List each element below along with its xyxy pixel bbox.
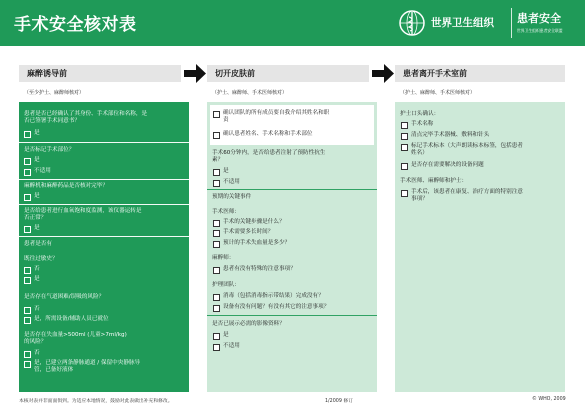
role-surgeon: 手术医师： [212,209,240,215]
question-blood-loss-line1: 是否存在失血量>500ml (儿童>7ml/kg) [24,332,127,338]
role-nursing-team: 护理团队： [212,282,240,288]
role-anesthetist: 麻醉师： [212,255,235,261]
option-label: 是 [34,130,40,136]
footer-revision: 1/2009 修订 [325,399,353,404]
arrow-right-icon [184,63,206,84]
checklist-column-time-out [207,102,377,392]
divider [207,189,377,190]
checkbox-oximeter-yes[interactable] [24,226,31,233]
header-bar [0,0,585,46]
item-team-intro-line1: 确认团队的所有成员要自我介绍其姓名和职 [223,110,330,116]
checkbox-anesthesia-yes[interactable] [24,194,31,201]
option-label: 是 [34,193,40,199]
question-blood-loss-line2: 的风险？ [24,339,47,345]
question-airway: 是否存在气道困难/误吸的风险？ [24,294,105,300]
arrow-right-icon [372,63,394,84]
checkbox-imaging-yes[interactable] [213,333,220,340]
phase-header-2 [207,65,369,82]
program-title: 患者安全 [517,12,561,25]
checkbox-team-intro[interactable] [213,111,220,118]
item-sterility: 消毒（包括消毒指示带结果）完成没有？ [223,293,324,299]
option-blood-loss-yes-line2: 管，已备好液体 [34,367,74,373]
item-recovery-line2: 事项？ [411,196,428,202]
question-site-marked: 是否标记手术部位？ [24,147,75,153]
phase-subtitle-3: （护士、麻醉师、手术医师核对） [400,90,476,96]
option-label: 否 [34,306,40,312]
checkbox-specimen[interactable] [401,144,408,151]
option-blood-loss-yes-line1: 是，已建立两条静脉通道 / 保留中央静脉导 [34,360,141,366]
item-recovery-line1: 手术后，该患者在康复、治疗方面的特别注意 [411,189,523,195]
option-label: 是 [34,157,40,163]
checkbox-site-na[interactable] [24,169,31,176]
divider [19,142,189,143]
phase-header-1 [19,65,181,82]
option-airway-yes-label: 是，所需设备/辅助人员已就位 [34,316,109,322]
who-logo [398,9,508,37]
item-patient-concerns: 患者有没有特殊的注意事项？ [223,266,296,272]
section-nurse-confirms: 护士口头确认： [400,111,440,117]
section-team-review: 手术医师、麻醉师和护士： [400,178,468,184]
checkbox-equipment-problems[interactable] [401,163,408,170]
item-team-intro-line2: 责 [223,117,229,123]
question-oximeter-line2: 否正常？ [24,215,47,221]
patient-safety-logo [517,10,563,34]
checkbox-imaging-na[interactable] [213,344,220,351]
item-confirm-patient: 确认患者姓名、手术名称和手术部位 [223,131,313,137]
checkbox-site-yes[interactable] [24,158,31,165]
phase-subtitle-2: （护士、麻醉师、手术医师核对） [212,90,288,96]
checklist-column-sign-in [19,102,189,392]
item-specimen-line2: 姓名） [411,150,428,156]
option-label: 不适用 [223,179,240,185]
checkbox-airway-yes[interactable] [24,317,31,324]
phase-subtitle-1: （至少护士、麻醉师核对） [24,90,85,96]
page-title: 手术安全核对表 [14,15,137,35]
checkbox-identity-yes[interactable] [24,131,31,138]
checkbox-critical-steps[interactable] [213,220,220,227]
item-specimen-line1: 标记手术标本（大声朗读标本标签，包括患者 [411,143,523,149]
item-equipment-problems: 是否存在需要解决的设备问题 [411,162,484,168]
option-label: 否 [34,266,40,272]
who-emblem-icon [398,9,426,37]
item-procedure-name: 手术名称 [411,121,434,127]
divider [207,315,377,316]
section-critical-events: 预期的关键事件 [212,194,252,200]
item-counts: 清点完毕手术器械、敷料和针头 [411,132,490,138]
phase-title-3: 患者离开手术室前 [403,69,467,78]
phase-title-1: 麻醉诱导前 [27,69,67,78]
question-antibiotic-line2: 素？ [212,157,224,163]
question-anesthesia-check: 麻醉机和麻醉药品是否核对完毕？ [24,183,108,189]
checkbox-airway-no[interactable] [24,307,31,314]
who-org-name: 世界卫生组织 [431,17,494,29]
option-label: 是 [223,332,229,338]
question-allergy: 既往过敏史？ [24,256,58,262]
option-label: 是 [34,276,40,282]
option-label: 是 [223,168,229,174]
option-label: 不适用 [34,168,51,174]
question-imaging: 是否已展示必需的影像资料？ [212,321,285,327]
phase-header-3 [395,65,565,82]
question-identity-line1: 患者是否已经确认了其身份、手术部位和名称，是 [24,111,148,117]
footer-copyright: © WHO, 2009 [532,397,566,402]
checkbox-blood-loss-yes[interactable] [24,361,31,368]
header-divider [511,8,512,38]
item-equipment: 设备有没有问题？有没有其它的注意事项？ [223,304,330,310]
checkbox-duration[interactable] [213,230,220,237]
checkbox-antibiotic-na[interactable] [213,180,220,187]
option-label: 否 [34,350,40,356]
checkbox-counts[interactable] [401,133,408,140]
checkbox-blood-loss[interactable] [213,241,220,248]
question-patient-has: 患者是否有 [24,241,52,247]
checkbox-blood-loss-no[interactable] [24,351,31,358]
footer-note: 本核对表并非面面俱到。为适应本地情况，鼓励对此表做出补充和修改。 [19,399,173,404]
checkbox-procedure-name[interactable] [401,122,408,129]
item-blood-loss: 预计的手术失血量是多少？ [223,240,291,246]
question-identity-line2: 否已签署手术同意书？ [24,118,80,124]
question-oximeter-line1: 是否给患者进行血氧饱和度监测，该仪器运转是 [24,208,142,214]
divider [19,236,189,237]
checkbox-confirm-patient[interactable] [213,132,220,139]
divider [19,179,189,180]
phase-title-2: 切开皮肤前 [215,69,255,78]
item-critical-steps: 手术的关键步骤是什么？ [223,219,285,225]
checklist-column-sign-out [395,102,565,392]
checkbox-allergy-yes[interactable] [24,277,31,284]
program-subtitle: 世界卫生组织患者安全联盟 [517,28,563,33]
checkbox-antibiotic-yes[interactable] [213,169,220,176]
question-antibiotic-line1: 手术60分钟内，是否给患者注射了预防性抗生 [212,150,326,156]
option-label: 不适用 [223,343,240,349]
checkbox-equipment[interactable] [213,305,220,312]
checkbox-recovery-concerns[interactable] [401,190,408,197]
checkbox-sterility[interactable] [213,294,220,301]
option-label: 是 [34,225,40,231]
divider [19,204,189,205]
checkbox-allergy-no[interactable] [24,267,31,274]
checkbox-patient-concerns[interactable] [213,267,220,274]
item-duration: 手术需要多长时间？ [223,229,274,235]
